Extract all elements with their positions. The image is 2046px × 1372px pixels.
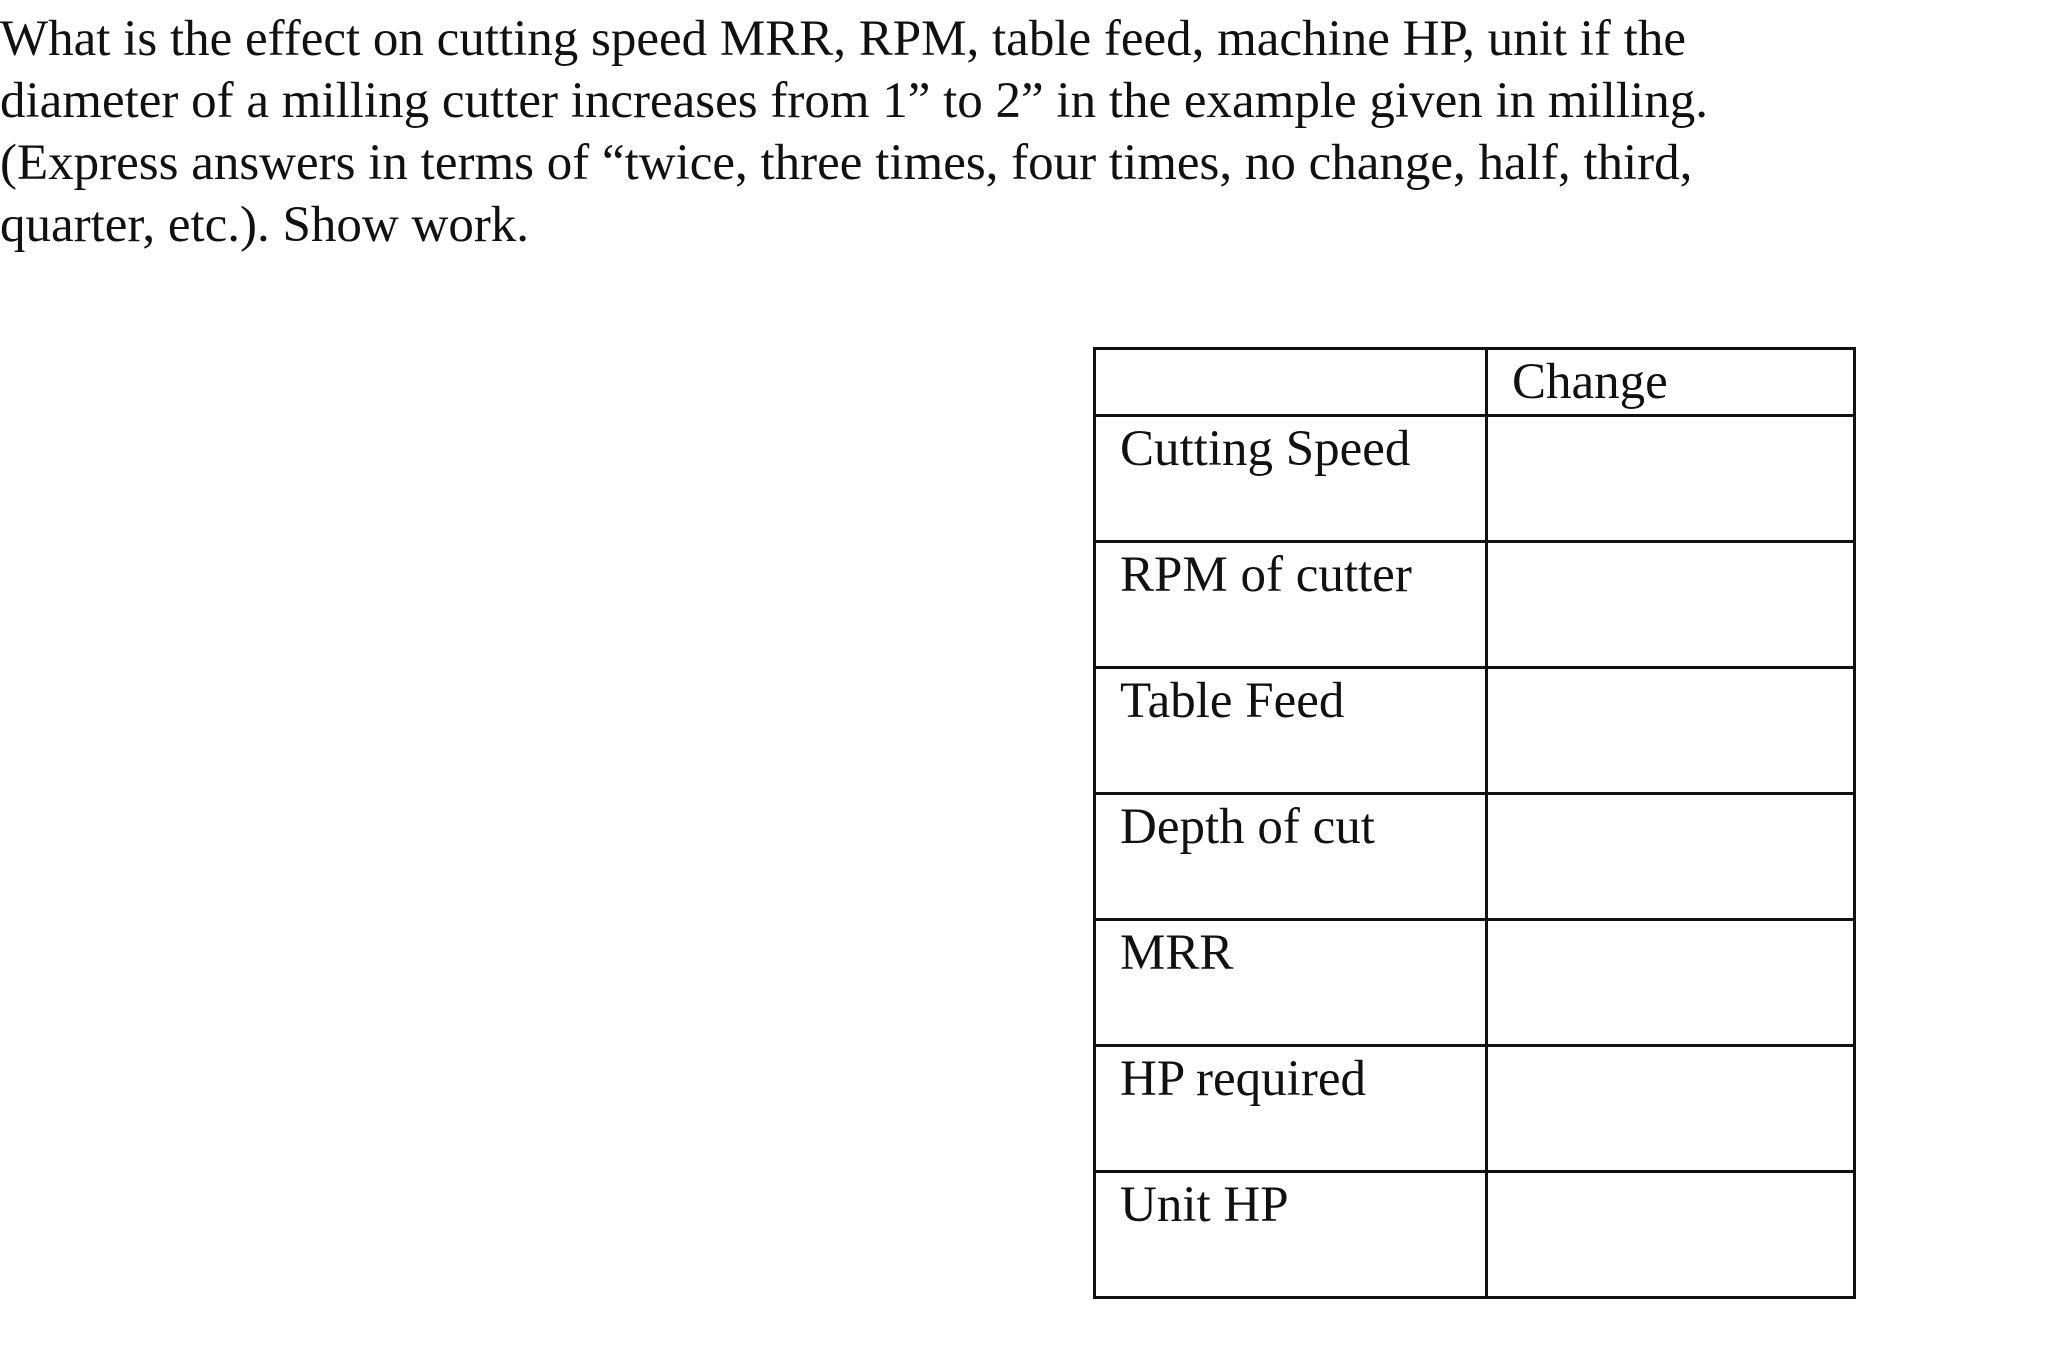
- parameter-label: Cutting Speed: [1120, 421, 1411, 477]
- change-cell[interactable]: [1487, 416, 1855, 542]
- table-row: [1095, 416, 1855, 542]
- change-cell[interactable]: [1487, 794, 1855, 920]
- table-row: [1095, 668, 1855, 794]
- question-line: quarter, etc.). Show work.: [0, 197, 530, 253]
- parameter-cell: [1095, 920, 1487, 1046]
- change-table: [1093, 347, 1856, 1299]
- parameter-cell: [1095, 416, 1487, 542]
- question-text: [0, 8, 2000, 256]
- table-row: [1095, 542, 1855, 668]
- question-line: diameter of a milling cutter increases from 1” to 2” in the example given in milling.: [0, 73, 1708, 129]
- parameter-label: Depth of cut: [1120, 799, 1375, 855]
- parameter-cell: [1095, 1046, 1487, 1172]
- change-cell[interactable]: [1487, 668, 1855, 794]
- parameter-cell: [1095, 1172, 1487, 1298]
- parameter-cell: [1095, 668, 1487, 794]
- table-row: [1095, 920, 1855, 1046]
- table-header-row: [1095, 349, 1855, 416]
- question-line: (Express answers in terms of “twice, three times, four times, no change, half, third,: [0, 135, 1693, 191]
- change-cell[interactable]: [1487, 920, 1855, 1046]
- change-cell[interactable]: [1487, 1046, 1855, 1172]
- parameter-cell: [1095, 542, 1487, 668]
- header-label: Change: [1512, 354, 1668, 410]
- parameter-label: RPM of cutter: [1120, 547, 1412, 603]
- table-row: [1095, 1046, 1855, 1172]
- parameter-label: HP required: [1120, 1051, 1366, 1107]
- change-cell[interactable]: [1487, 542, 1855, 668]
- parameter-label: Unit HP: [1120, 1177, 1289, 1233]
- parameter-cell: [1095, 794, 1487, 920]
- table-row: [1095, 794, 1855, 920]
- change-cell[interactable]: [1487, 1172, 1855, 1298]
- parameter-label: MRR: [1120, 925, 1234, 981]
- header-cell-empty: [1095, 349, 1487, 416]
- parameter-label: Table Feed: [1120, 673, 1345, 729]
- header-cell-change: [1487, 349, 1855, 416]
- question-line: What is the effect on cutting speed MRR, RPM, table feed, machine HP, unit if the: [0, 11, 1686, 67]
- table-row: [1095, 1172, 1855, 1298]
